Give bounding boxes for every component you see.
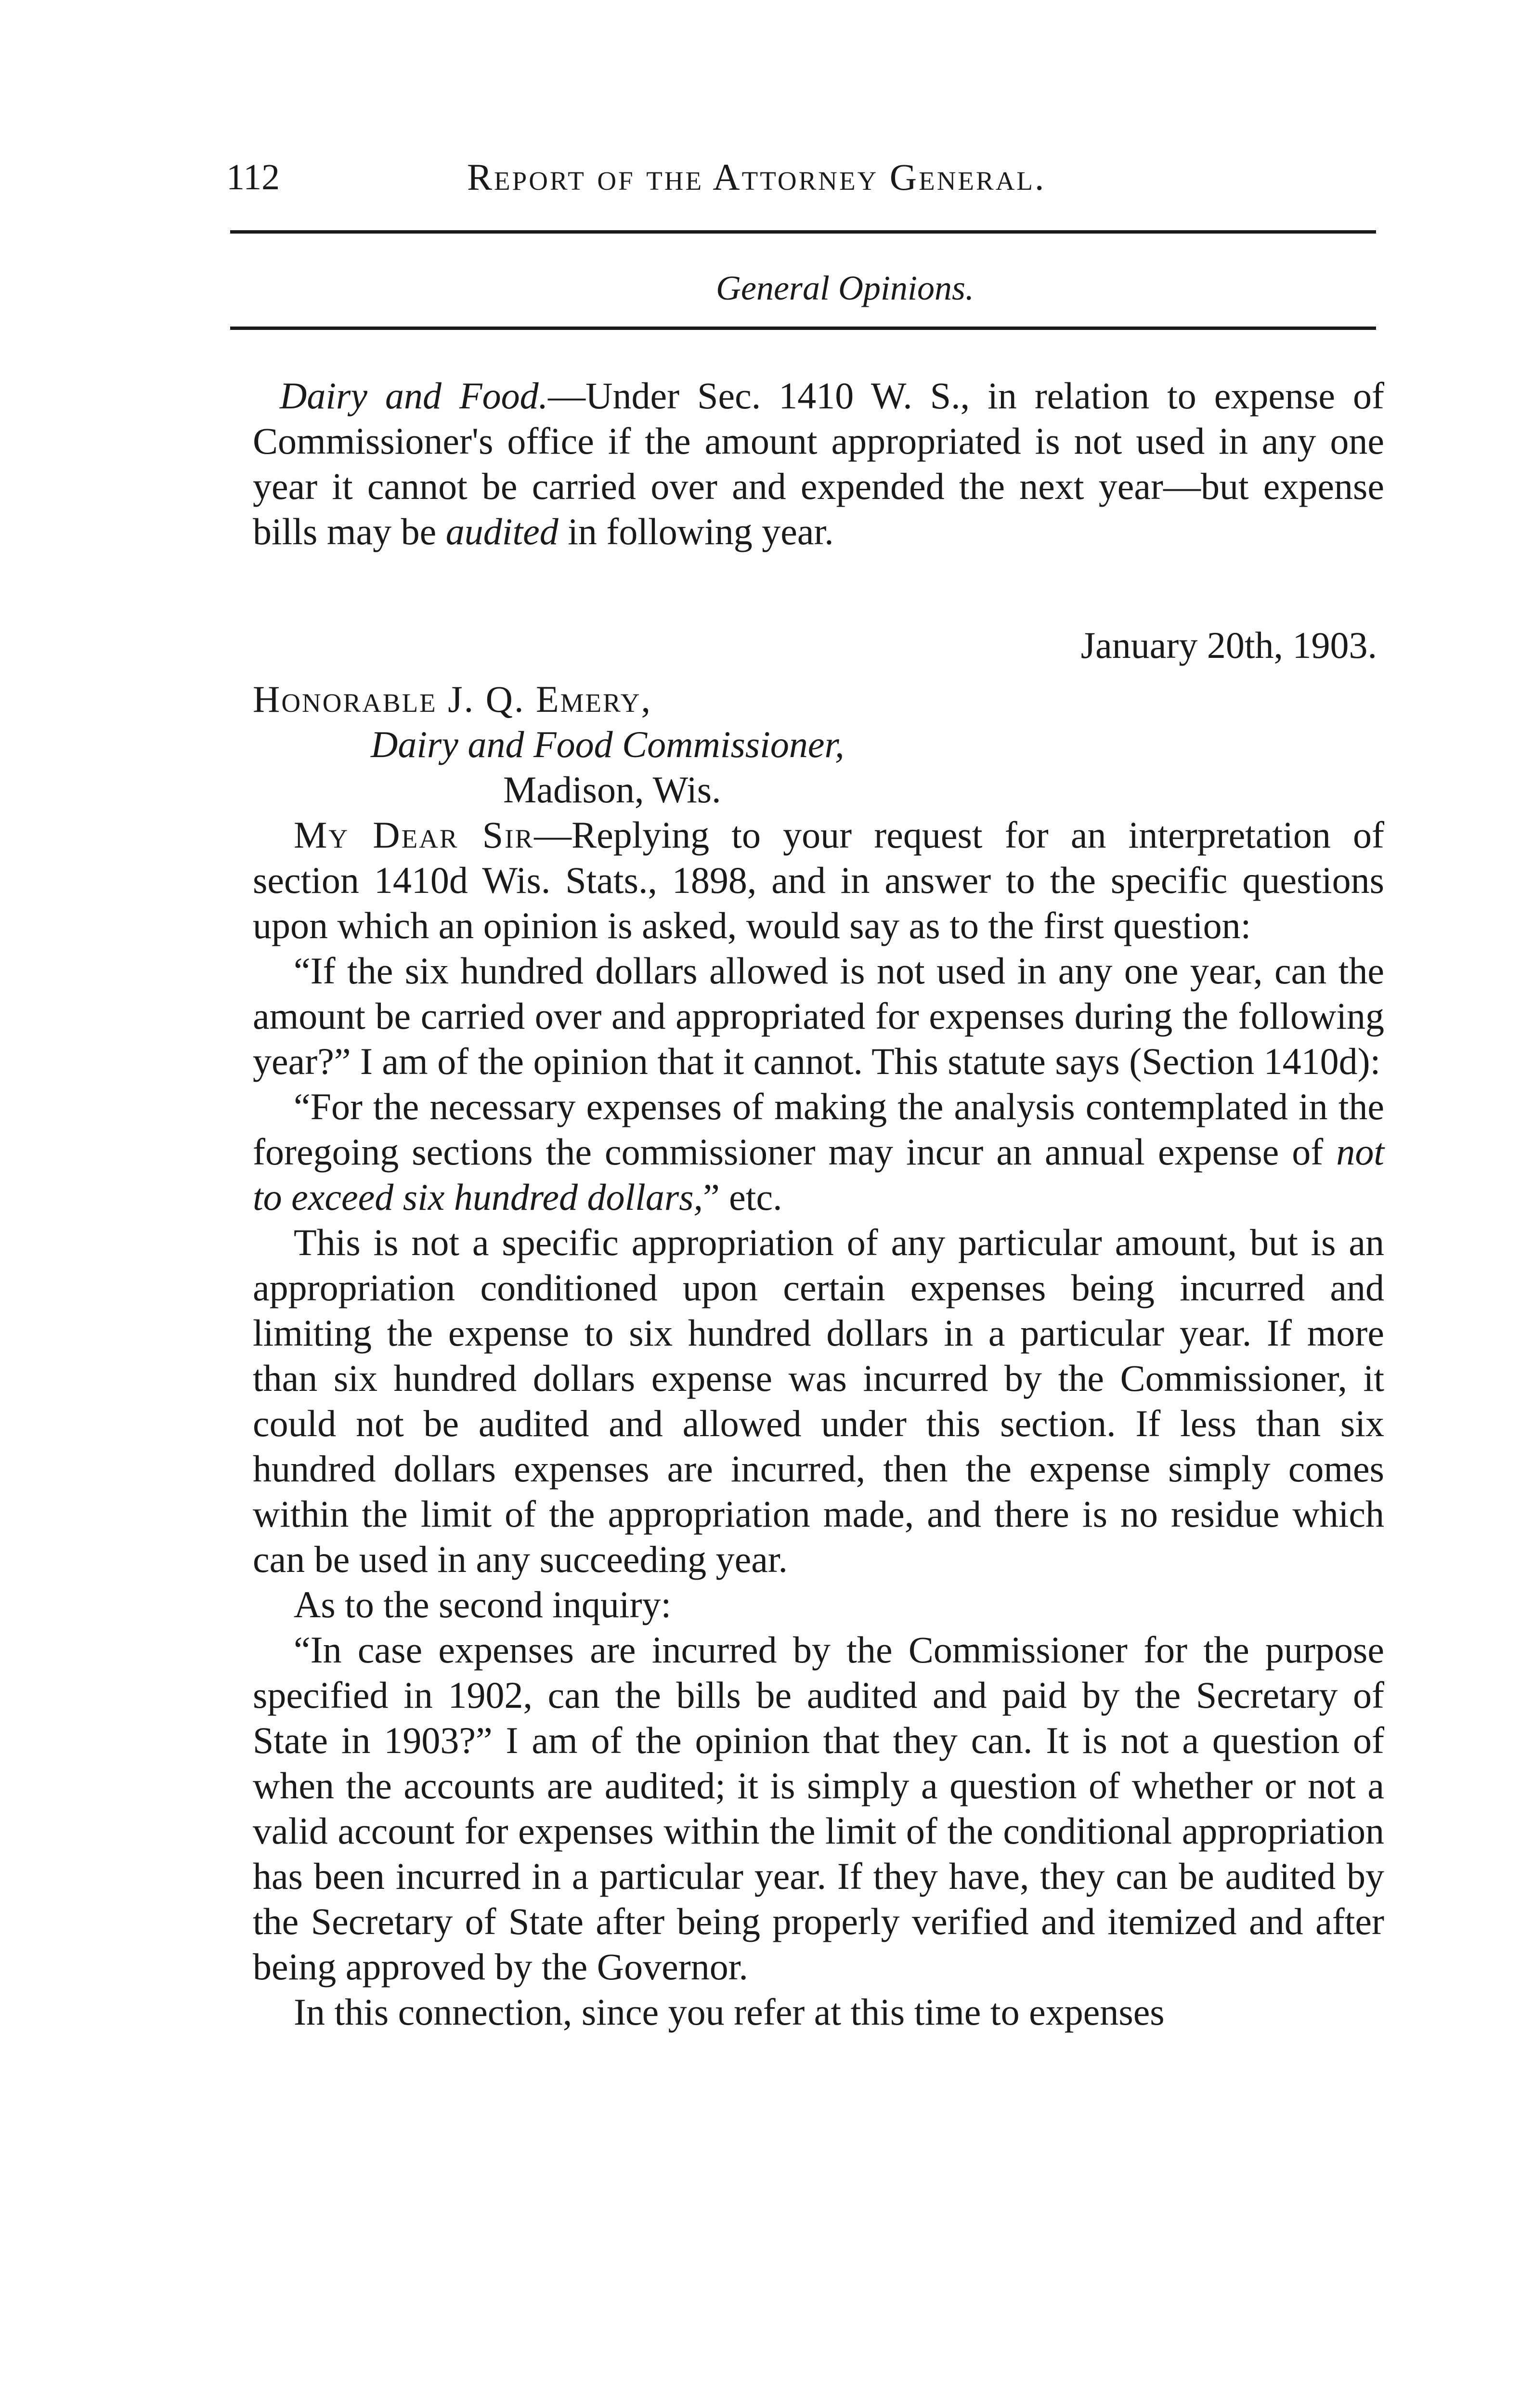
page-header [226,153,1377,201]
addressee-title-text: Dairy and Food Commissioner, [371,723,844,765]
opening-text: —Replying to your request for an interpretation of section 1410d Wis. Stats., 1898, and in answer to the specific questions upon which an opinion is asked, would say as to the first question: [253,814,1384,946]
syllabus-emphasis: audited [445,510,559,552]
addressee-name: Honorable J. Q. Emery, [253,678,652,720]
first-question-paragraph: “If the six hundred dollars allowed is not used in any one year, can the amount be carried over and appropriated for expenses during the following year?” I am of the opinion that it cannot. This statute says (Section 1410d): [253,950,1384,1082]
statute-quote-start: “For the necessary expenses of making the analysis contemplated in the foregoing sections the commissioner may incur an annual expense of [253,1086,1384,1173]
closing-line: In this connection, since you refer at this time to expenses [294,1991,1165,2033]
addressee-title [253,722,1384,767]
opinion-body [253,373,1384,2035]
syllabus-subject: Dairy and Food. [280,375,548,417]
second-inquiry-line: As to the second inquiry: [294,1584,672,1625]
page-number: 112 [226,157,280,197]
section-title: General Opinions. [716,269,974,307]
header-rule-top [230,230,1376,234]
statute-quote-end: ” etc. [703,1176,782,1218]
addressee-place: Madison, Wis. [503,769,721,811]
letter-date: January 20th, 1903. [1080,624,1377,666]
syllabus-text: —Under Sec. 1410 W. S., in relation to expense of Commissioner's office if the amount appropriated is not used in any one year it cannot be carried over and expended the next year—but expense bills may be [253,375,1385,552]
appropriation-paragraph: This is not a specific appropriation of any particular amount, but is an appropriation conditioned upon certain expenses being incurred and limiting the expense to six hundred dollars in a particular year. If more than six hundred dollars expense was incurred by the Commissioner, it could not be audited and allowed under this section. If less than six hundred dollars expenses are incurred, then the expense simply comes within the limit of the appropriation made, and there is no residue which can be used in any succeeding year. [253,1221,1384,1580]
statute-quote-emphasis: not to exceed six hundred dollars, [253,1131,1384,1218]
second-question-paragraph: “In case expenses are incurred by the Commissioner for the purpose specified in 1902, can the bills be audited and paid by the Secretary of State in 1903?” I am of the opinion that they can. It is not a question of when the accounts are audited; it is simply a question of whether or not a valid account for expenses within the limit of the conditional appropriation has been incurred in a particular year. If they have, they can be audited by the Secretary of State after being properly verified and itemized and after being approved by the Governor. [253,1629,1384,1988]
header-rule-bottom [230,327,1376,330]
statute-quote-paragraph [253,1084,1384,1220]
opening-paragraph [253,812,1384,948]
syllabus-tail: in following year. [558,510,834,552]
running-title: Report of the Attorney General. [467,156,1046,198]
salutation: My Dear Sir [294,814,534,856]
syllabus-paragraph [253,373,1384,554]
